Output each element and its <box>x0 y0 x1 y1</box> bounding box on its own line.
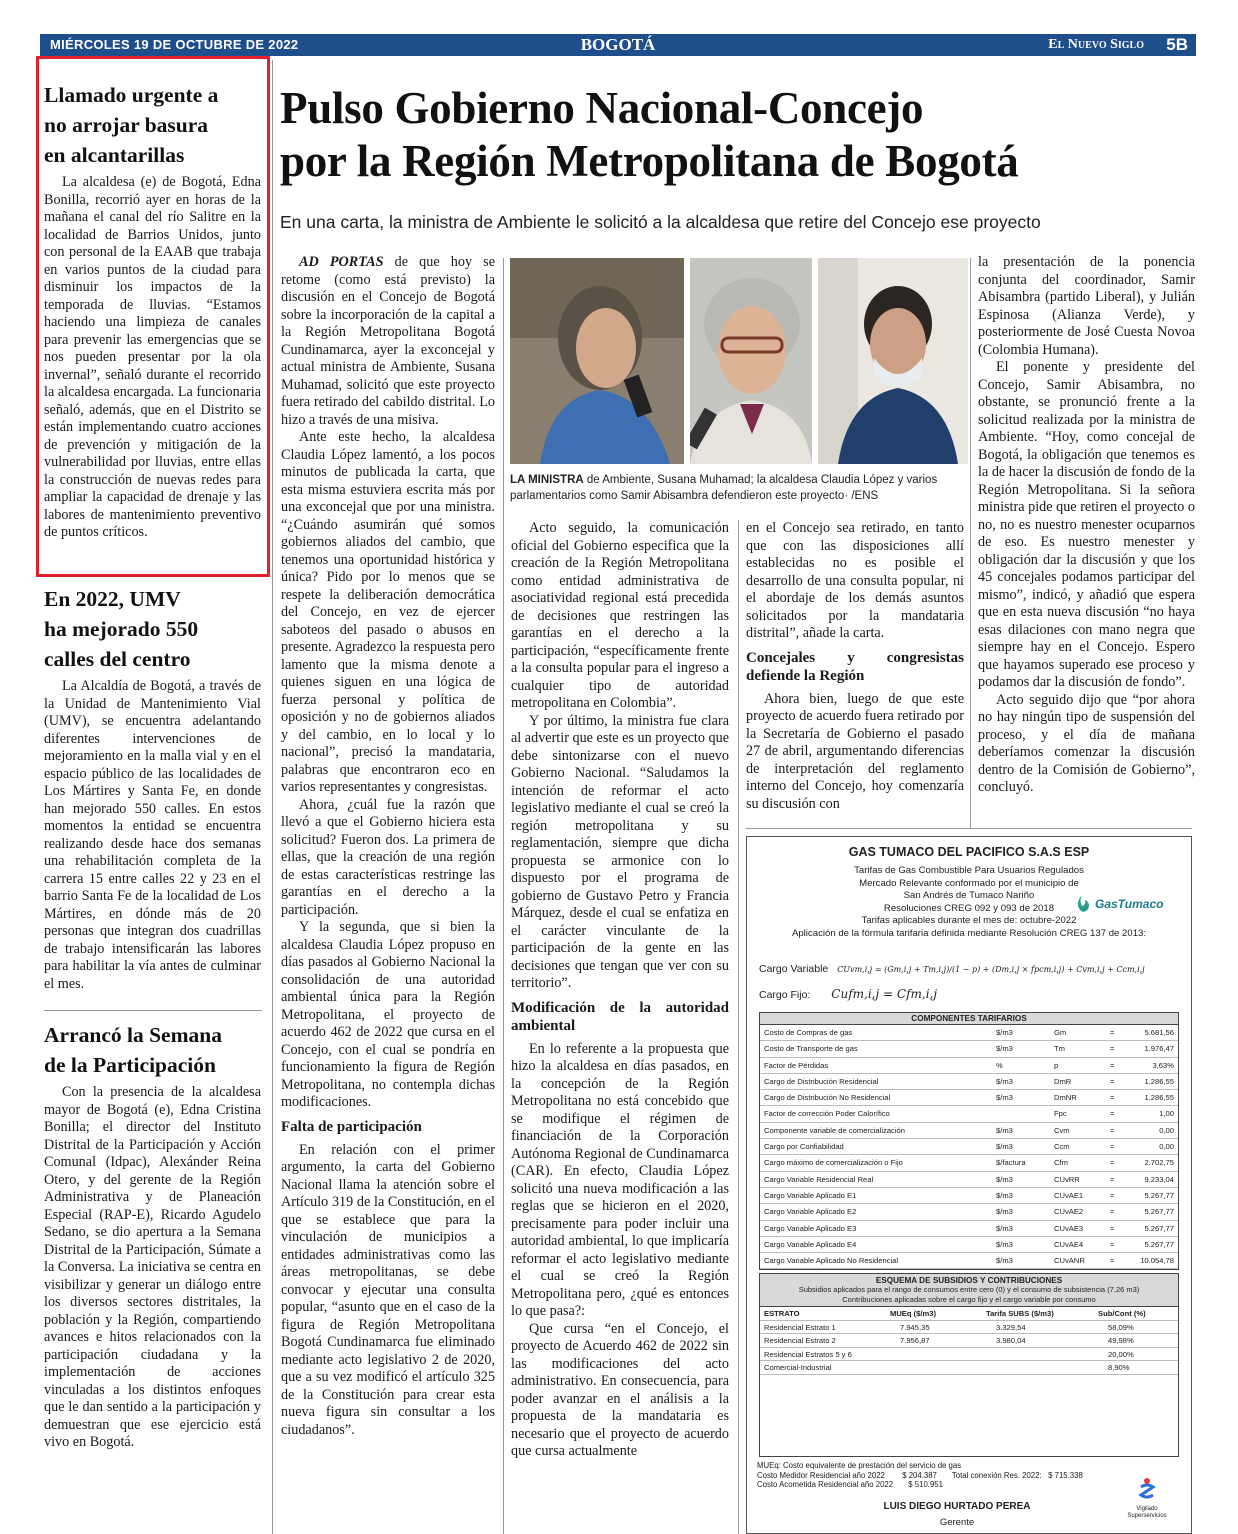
component-cell: 5.267,77 <box>1144 1223 1174 1233</box>
brief-2-title-line: En 2022, UMV <box>44 587 181 611</box>
subsidies-cell: Residencial Estratos 5 y 6 <box>764 1349 852 1359</box>
component-cell: CUvRR <box>1054 1174 1080 1184</box>
components-title: COMPONENTES TARIFARIOS <box>760 1013 1178 1025</box>
article-paragraph: en el Concejo sea retirado, en tanto que con las disposiciones allí establecidas no es posible el desarrollo de una consulta popular, ni el abordaje de los demás asuntos solicitados por la mandataria distrital”, añade la carta. <box>746 520 964 641</box>
headline-line: Pulso Gobierno Nacional-Concejo <box>280 83 924 133</box>
article-paragraph: Acto seguido, la comunicación oficial del Gobierno especifica que la creación de la Región Metropolitana como entidad administrativa de asociatividad regional está precedida de decisiones que restringen las garantías en el derecho a la participación, “específicamente frente a la consulta popular para el ingreso a cualquier tipo de autoridad metropolitana en Colombia”. <box>511 520 729 711</box>
component-cell: Cargo por Confiabilidad <box>764 1142 844 1152</box>
brief-divider <box>44 1010 262 1011</box>
component-cell: 1.976,47 <box>1144 1044 1174 1054</box>
component-cell: $/m3 <box>996 1174 1013 1184</box>
component-cell: Costo de Transporte de gas <box>764 1044 858 1054</box>
component-row <box>760 1058 1178 1074</box>
component-cell: $/m3 <box>996 1239 1013 1249</box>
logo-wordmark: GasTumaco <box>1095 897 1164 911</box>
component-cell: CUvAE3 <box>1054 1223 1084 1233</box>
header-bar <box>40 34 1196 56</box>
component-cell: 5.267,77 <box>1144 1190 1174 1200</box>
component-cell: $/m3 <box>996 1076 1013 1086</box>
ad-line: Tarifas de Gas Combustible Para Usuarios Regulados <box>854 865 1084 876</box>
component-cell: = <box>1110 1223 1115 1233</box>
component-cell: % <box>996 1060 1003 1070</box>
brief-1-title-line: en alcantarillas <box>44 143 185 167</box>
component-cell: 3,63% <box>1152 1060 1174 1070</box>
component-cell: = <box>1110 1174 1115 1184</box>
newspaper-name: El Nuevo Siglo <box>1048 37 1144 52</box>
component-cell: Cargo de Distribución No Residencial <box>764 1093 891 1103</box>
signer-name: LUIS DIEGO HURTADO PEREA <box>883 1501 1031 1512</box>
subsidies-header-row <box>760 1307 1178 1321</box>
subsidies-title: ESQUEMA DE SUBSIDIOS Y CONTRIBUCIONES <box>875 1276 1063 1285</box>
column-rule <box>970 258 971 828</box>
page-number: 5B <box>1166 35 1188 54</box>
article-paragraph: Y por último, la ministra fue clara al advertir que este es un proyecto que debe sintonizarse con el nuevo Gobierno Nacional. “Saludamos la intención de reformar el acto legislativo mediante el cual se creó la región metropolitana y su reglamentación, siempre que dicha propuesta se armonice con lo dispuesto por el programa de gobierno de Gustavo Petro y Francia Márquez, desde el cual se enfatiza en el carácter vinculante de la participación de la gente en las decisiones que tengan que ver con su territorio”. <box>511 712 729 991</box>
subsidies-header-cell: Sub/Cont (%) <box>1098 1309 1146 1318</box>
component-row <box>760 1237 1178 1253</box>
component-row <box>760 1253 1178 1269</box>
article-paragraph: Y la segunda, que si bien la alcaldesa Claudia López propuso en días pasados al Gobierno Nacional la consolidación de una autoridad ambiental única para la Región Metropolitana, el proyecto de acuerdo 462 de 2022 que cursa en el Concejo, con el cual se pondría en funcionamiento la figura de Región Metropolitana, no contempla dichas modificaciones. <box>281 919 495 1110</box>
brief-2-title-line: calles del centro <box>44 647 191 671</box>
components-rows <box>760 1025 1178 1269</box>
component-row <box>760 1025 1178 1041</box>
component-cell: Costo de Compras de gas <box>764 1028 853 1037</box>
ad-line: San Andrés de Tumaco Nariño <box>903 890 1035 901</box>
article-paragraph: Que cursa “en el Concejo, el proyecto de Acuerdo 462 de 2022 sin las modificaciones del acto administrativo. En consecuencia, para poder avanzar en el análisis a la propuesta de la mandataria es necesario que el proyecto de acuerdo que cursa actualmente <box>511 1320 729 1459</box>
component-row <box>760 1041 1178 1057</box>
subsidies-row <box>760 1361 1178 1375</box>
subsidies-note: Subsidios aplicados para el rango de consumos entre cero (0) y el consumo de subsistencia (7,26 m3) <box>798 1285 1140 1294</box>
component-cell: 9.233,04 <box>1144 1174 1174 1184</box>
gas-tumaco-logo <box>1073 893 1183 915</box>
component-cell: $/m3 <box>996 1256 1013 1266</box>
subsidies-header-cell: ESTRATO <box>764 1309 800 1318</box>
ad-line: Aplicación de la fórmula tarifaria definida mediante Resolución CREG 137 de 2013: <box>791 927 1147 939</box>
caption-lead: LA MINISTRA <box>510 474 584 486</box>
subsidies-cell: 49,98% <box>1108 1336 1134 1345</box>
component-cell: $/m3 <box>996 1190 1013 1200</box>
component-cell: = <box>1110 1044 1115 1054</box>
cargo-variable-formula: CUvm,i,j = (Gm,i,j + Tm,i,j)/(1 − p) + (Dm,i,j × fpcm,i,j) + Cvm,i,j + Ccm,i,j <box>837 965 1145 974</box>
lead-kicker: AD PORTAS <box>299 254 384 270</box>
component-row <box>760 1123 1178 1139</box>
brief-1-body <box>44 174 261 542</box>
component-cell: $/m3 <box>996 1044 1013 1054</box>
ad-note: Costo Medidor Residencial año 2022 $ 204.387 Total conexión Res. 2022: $ 715.338 <box>757 1470 1083 1480</box>
gas-tariff-notice <box>746 836 1192 1534</box>
photo-lopez <box>690 258 812 464</box>
section-name: BOGOTÁ <box>580 35 656 54</box>
subsidies-cell: 8,90% <box>1108 1363 1130 1372</box>
brief-3-text: Con la presencia de la alcaldesa mayor de Bogotá (e), Edna Cristina Bonilla; el director del Instituto Distrital de la Participación y Acción Comunal (Idpac), Alexánder Reina Otero, y del gerente de la Región Administrativa y de Planeación Especial (RAP-E), Ricardo Agudelo Sedano, se dio apertura a la Semana Distrital de la Participación, Súmate a la Conversa. La iniciativa se centra en visibilizar y generar un diálogo entre los diversos sectores distritales, la población y la Región, compartiendo avances e hitos relacionados con la participación ciudadana y la implementación de acciones vinculadas a los distintos enfoques que le dan sentido a la participación y demuestran que ese ejercicio está vivo en Bogotá. <box>44 1084 261 1450</box>
component-cell: Componente variable de comercialización <box>764 1125 905 1135</box>
component-row <box>760 1074 1178 1090</box>
component-cell: Fpc <box>1054 1109 1067 1119</box>
component-cell: 10.054,78 <box>1140 1256 1174 1266</box>
brief-3-title-line: de la Participación <box>44 1053 216 1077</box>
ad-line: Mercado Relevante conformado por el municipio de <box>859 877 1079 889</box>
ad-line: Resoluciones CREG 092 y 093 de 2018 <box>883 902 1055 914</box>
component-row <box>760 1221 1178 1237</box>
column-rule <box>503 258 504 1534</box>
component-cell: = <box>1110 1256 1115 1266</box>
component-cell: = <box>1110 1125 1115 1135</box>
article-paragraph: Ante este hecho, la alcaldesa Claudia López lamentó, a los pocos minutos de publicada la carta, que esta misma estuviera escrita más por una exconcejal que por una ministra. “¿Cuándo asumirán qué somos gobiernos aliados del cambio, que tenemos una oportunidad histórica y única? Pido por lo menos que se respete la deliberación democrática del Concejo, en vez de ejercer saboteos del pasado o abusos en presente. Agradezco la respuesta pero lamento que la misma denote a quienes siguen en una lógica de fuerza personal y política de oposición y no de gobiernos aliados y del cambio, en lo local y lo nacional”, precisó la mandataria, palabras que encontraron eco en varios representantes y congresistas. <box>281 429 495 795</box>
subsidies-cell: Residencial Estrato 1 <box>764 1322 836 1332</box>
brief-2-title-line: ha mejorado 550 <box>44 617 199 641</box>
component-cell: = <box>1110 1093 1115 1103</box>
article-column-4 <box>978 254 1195 797</box>
component-cell: CUvAE2 <box>1054 1207 1084 1217</box>
component-cell: = <box>1110 1028 1115 1037</box>
component-cell: = <box>1110 1076 1115 1086</box>
brief-2-title <box>44 584 269 674</box>
component-cell: $/m3 <box>996 1142 1013 1152</box>
component-cell: Cargo de Distribución Residencial <box>764 1076 879 1086</box>
component-cell: Cargo Variable Aplicado E1 <box>764 1190 857 1200</box>
vigilado-text: Vigilado Superservicios <box>1127 1506 1167 1519</box>
component-cell: Factor de Pérdidas <box>764 1060 829 1070</box>
component-cell: DmNR <box>1054 1093 1077 1103</box>
subsidies-rows <box>760 1307 1178 1375</box>
subsidies-row <box>760 1321 1178 1335</box>
component-row <box>760 1204 1178 1220</box>
component-cell: Cargo máximo de comercialización o Fijo <box>764 1158 903 1168</box>
article-paragraph: En lo referente a la propuesta que hizo la alcaldesa en días pasados, en la concepción de la Región Metropolitana no está concebido que se modifique el régimen de financiación de la Corporación Autónoma Regional de Cundinamarca (CAR). En efecto, Claudia López solicitó una nueva modificación a las reglas que se hicieron en el 2020, precisamente para poder incluir una autoridad ambiental, lo que implicaría reformar el acto legislativo mediante el cual se creó la Región Metropolitana pero, ¿qué es entonces lo que pasa?: <box>511 1040 729 1319</box>
component-cell: CUvAE4 <box>1054 1239 1084 1249</box>
component-cell: DmR <box>1054 1076 1072 1086</box>
component-row <box>760 1139 1178 1155</box>
subsidies-header-cell: Tarifa SUBS ($/m3) <box>986 1309 1054 1318</box>
article-paragraph: En relación con el primer argumento, la carta del Gobierno Nacional llama la atención sobre el Artículo 319 de la Constitución, en el que se establece que para la vinculación de municipios a entidades administrativas como las áreas metropolitanas, se debe convocar y ejecutar una consulta popular, “asunto que en el caso de la figura de Región Metropolitana Bogotá Cundinamarca fue eliminado mediante acto legislativo 2 de 2020, que a su vez modificó el artículo 325 de la Constitución para crear esta nueva figura sin consultar a los ciudadanos”. <box>281 1141 495 1438</box>
component-cell: 5.267,77 <box>1144 1207 1174 1217</box>
brief-2-text: La Alcaldía de Bogotá, a través de la Unidad de Mantenimiento Vial (UMV), se encuentra adelantando diferentes intervenciones de mejoramiento en la malla vial y en el espacio público de las localidades de Los Mártires y Santa Fe, en donde han mejorado 550 calles. En estos momentos la entidad se encuentra realizando desde hace dos semanas una rehabilitación completa de la carrera 15 entre calles 22 y 23 en el barrio Santa Fe de la localidad de Los Mártires, en dónde más de 20 personas que integran dos cuadrillas de trabajo intensificarán las labores para habilitar la vía antes de culminar el mes. <box>44 678 261 992</box>
lead-text: de que hoy se retome (como está previsto) la discusión en el Concejo de Bogotá sobre la incorporación de la capital a la Región Metropolitana Bogotá Cundinamarca, ayer la exconcejal y actual ministra de Ambiente, Susana Muhamad, solicitó que este proyecto fuera retirado del cabildo distrital. Lo hizo a través de una misiva. <box>281 254 495 428</box>
article-column-2 <box>511 520 729 1461</box>
brief-1-text: La alcaldesa (e) de Bogotá, Edna Bonilla, recorrió ayer en horas de la mañana el canal del río Salitre en la localidad de Barrios Unidos, junto con personal de la EAAB que trabaja en varios puntos de la ciudad para disminuir los impactos de la temporada de lluvias. “Estamos haciendo una limpieza de canales para prevenir las emergencias que se nos pueden presentar por la ola invernal”, señaló durante el recorrido la alcaldesa encargada. La funcionaria señaló, además, que en el Distrito se están implementando cuatro acciones de prevención y mitigación de la vulnerabilidad por lluvias, entre ellas la construcción de nuevas redes para ampliar la capacidad de drenaje y las labores de mantenimiento preventivo de puntos críticos. <box>44 174 261 540</box>
subsidies-note: Contribuciones aplicadas sobre el cargo fijo y el cargo variable por consumo <box>842 1294 1096 1304</box>
cargo-variable <box>759 963 1145 975</box>
component-cell: CUvAE1 <box>1054 1190 1084 1200</box>
cargo-fijo-formula: Cufm,i,j = Cfm,i,j <box>831 987 938 1001</box>
brief-1-title-line: no arrojar basura <box>44 113 209 137</box>
component-cell: 5.267,77 <box>1144 1239 1174 1249</box>
subsidies-cell: 58,09% <box>1108 1322 1134 1332</box>
issue-date: MIÉRCOLES 19 DE OCTUBRE DE 2022 <box>50 37 299 52</box>
subsidies-cell: 20,00% <box>1108 1349 1134 1359</box>
headline-line: por la Región Metropolitana de Bogotá <box>280 136 1019 186</box>
component-cell: $/m3 <box>996 1028 1013 1037</box>
column-rule <box>738 520 739 1534</box>
component-cell: Cargo Variable Aplicado E3 <box>764 1223 857 1233</box>
component-cell: 1.286,55 <box>1144 1093 1174 1103</box>
photo-caption <box>510 472 976 504</box>
ad-note: MUEq: Costo equivalente de prestación del servicio de gas <box>757 1461 962 1470</box>
component-cell: Gm <box>1054 1028 1067 1037</box>
brief-3-body <box>44 1084 261 1452</box>
component-cell: = <box>1110 1207 1115 1217</box>
article-column-1 <box>281 254 495 1439</box>
subsidies-cell: 3.980,04 <box>996 1336 1026 1345</box>
component-row <box>760 1090 1178 1106</box>
component-cell: CUvANR <box>1054 1256 1085 1266</box>
ad-note: Costo Acometida Residencial año 2022 $ 510.951 <box>757 1480 943 1489</box>
column-rule <box>272 60 273 1534</box>
subsidies-header-cell: MUEq ($/m3) <box>890 1309 936 1318</box>
article-subhead: Concejales y congresistas defiende la Región <box>746 649 964 684</box>
component-cell: 2.702,75 <box>1144 1158 1174 1168</box>
subsidies-header <box>760 1274 1178 1307</box>
photo-muhamad <box>510 258 684 464</box>
component-row <box>760 1188 1178 1204</box>
component-cell: Factor de corrección Poder Calorífico <box>764 1109 890 1119</box>
component-cell: 1,00 <box>1159 1109 1174 1119</box>
component-cell: $/factura <box>996 1158 1026 1168</box>
component-cell: 1.286,55 <box>1144 1076 1174 1086</box>
subsidies-table <box>759 1273 1179 1457</box>
superservicios-logo <box>1117 1477 1177 1520</box>
brief-3-title-line: Arrancó la Semana <box>44 1023 222 1047</box>
component-cell: Ccm <box>1054 1142 1070 1152</box>
component-cell: Cargo Variable Aplicado E4 <box>764 1239 857 1249</box>
ad-divider <box>746 828 1192 829</box>
component-cell: = <box>1110 1158 1115 1168</box>
article-subhead: Modificación de la autoridad ambiental <box>511 999 729 1034</box>
subsidies-row <box>760 1348 1178 1362</box>
ad-title: GAS TUMACO DEL PACIFICO S.A.S ESP <box>848 845 1090 859</box>
brief-2-body <box>44 678 261 993</box>
components-table <box>759 1012 1179 1270</box>
component-cell: Tm <box>1054 1044 1065 1054</box>
subsidies-cell: 3.329,54 <box>996 1322 1026 1332</box>
component-cell: 0,00 <box>1159 1142 1174 1152</box>
article-subhead: Falta de participación <box>281 1118 422 1135</box>
component-cell: = <box>1110 1190 1115 1200</box>
component-cell: p <box>1054 1060 1059 1070</box>
component-row <box>760 1155 1178 1171</box>
subsidies-cell: Residencial Estrato 2 <box>764 1336 836 1345</box>
article-paragraph: El ponente y presidente del Concejo, Samir Abisambra, no obstante, se pronunció frente a la solicitud realizada por la ministra de Ambiente. “Hoy, como concejal de Bogotá, la obligación que tenemos es la de hacer la discusión de fondo de la Región Metropolitana. Si la señora ministra pide que retiren el proyecto o no, no es nuestro menester ocuparnos de eso. Es nuestro menester y obligación dar la discusión y que los 45 concejales podamos participar del mismo”, indicó, y añadió que espera que en esta nueva discusión “no haya esas dilaciones con mano negra que siempre hay en el Concejo. Espero que hayamos superado ese proceso y podamos dar la discusión de fondo”. <box>978 359 1195 690</box>
signer-role: Gerente <box>939 1517 975 1528</box>
ad-line: Tarifas aplicables durante el mes de: octubre-2022 <box>861 915 1077 926</box>
cargo-fijo <box>759 987 937 1001</box>
component-cell: $/m3 <box>996 1125 1013 1135</box>
article-paragraph: la presentación de la ponencia conjunta del coordinador, Samir Abisambra (partido Liberal), y Julián Espinosa (Alianza Verde), y posteriormente de José Cuesta Novoa (Colombia Humana). <box>978 254 1195 358</box>
component-cell: 0,00 <box>1159 1125 1174 1135</box>
brief-3-title <box>44 1020 269 1080</box>
component-cell: Cvm <box>1054 1125 1070 1135</box>
article-paragraph: Ahora, ¿cuál fue la razón que llevó a que el Gobierno hiciera esta solicitud? Fueron dos. La primera de ellas, que la creación de una región de estas características restringe las garantías en el derecho a la participación. <box>281 796 495 918</box>
component-cell: Cargo Variable Aplicado No Residencial <box>764 1256 899 1266</box>
photo-abisambra <box>818 258 968 464</box>
ad-notes <box>757 1461 1137 1490</box>
subsidies-row <box>760 1334 1178 1348</box>
brief-1-title <box>44 80 269 170</box>
article-paragraph: Ahora bien, luego de que este proyecto de acuerdo fuera retirado por la Secretaría de Gobierno el pasado 27 de abril, argumentando diferencias de interpretación del reglamento interno del Concejo, hoy comenzaría su discusión con <box>746 690 964 812</box>
component-row <box>760 1106 1178 1122</box>
subsidies-cell: 7.956,87 <box>900 1336 930 1345</box>
cargo-variable-label: Cargo Variable <box>759 963 829 975</box>
component-cell: Cfm <box>1054 1158 1068 1168</box>
article-subtitle: En una carta, la ministra de Ambiente le solicitó a la alcaldesa que retire del Concejo ese proyecto <box>280 212 1041 232</box>
superservicios-icon <box>1137 1477 1157 1501</box>
article-paragraph: Acto seguido dijo que “por ahora no hay ningún tipo de suspensión del proceso, y el día de mañana deberíamos comenzar la discusión dentro de la Comisión de Gobierno”, concluyó. <box>978 691 1195 795</box>
subsidies-cell: 7.945,35 <box>900 1322 930 1332</box>
component-cell: $/m3 <box>996 1207 1013 1217</box>
component-cell: = <box>1110 1109 1115 1119</box>
article-paragraph <box>281 254 495 429</box>
cargo-fijo-label: Cargo Fijo: <box>759 989 811 1001</box>
component-row <box>760 1172 1178 1188</box>
component-cell: = <box>1110 1142 1115 1152</box>
component-cell: Cargo Variable Aplicado E2 <box>764 1207 857 1217</box>
component-cell: $/m3 <box>996 1223 1013 1233</box>
component-cell: = <box>1110 1060 1115 1070</box>
brief-1-title-line: Llamado urgente a <box>44 83 219 107</box>
caption-text: de Ambiente, Susana Muhamad; la alcaldesa Claudia López y varios parlamentarios como Samir Abisambra defendieron este proyecto· /ENS <box>510 474 938 502</box>
article-column-3 <box>746 520 964 813</box>
subsidies-cell: Comercial-Industrial <box>764 1363 832 1372</box>
component-cell: Cargo Variable Residencial Real <box>764 1174 874 1184</box>
component-cell: $/m3 <box>996 1093 1013 1103</box>
component-cell: 5.681,56 <box>1144 1028 1174 1037</box>
component-cell: = <box>1110 1239 1115 1249</box>
article-headline <box>280 82 1190 188</box>
